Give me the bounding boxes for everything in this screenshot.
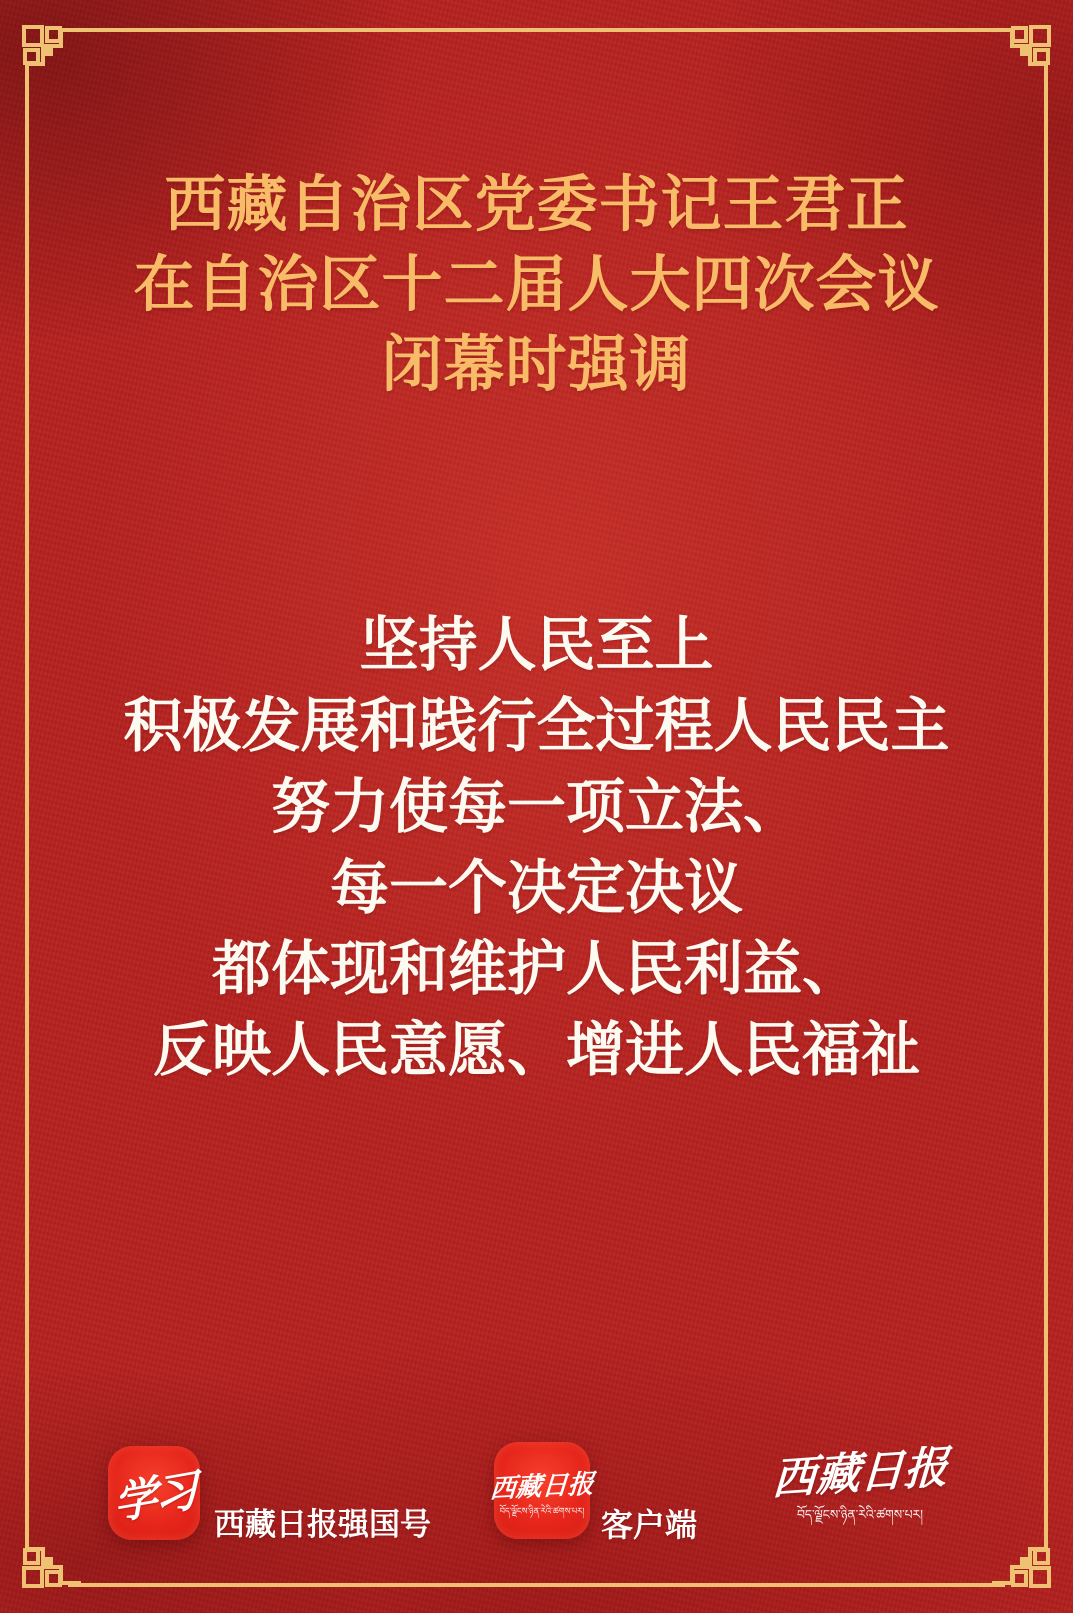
quote-line: 努力使每一项立法、 <box>270 774 802 840</box>
tibet-daily-masthead <box>760 1442 960 1523</box>
quote-line: 反映人民意愿、增进人民福祉 <box>152 1017 920 1083</box>
xuexi-icon-calligraphy: 学习 <box>112 1465 197 1530</box>
title-line: 闭幕时强调 <box>381 330 692 398</box>
corner-knot-icon <box>17 20 81 84</box>
corner-knot-icon <box>17 1529 81 1593</box>
app-icon-calligraphy: 西藏日报 <box>488 1468 595 1504</box>
title-line: 西藏自治区党委书记王君正 <box>164 170 909 238</box>
frame-line-top <box>68 28 1005 32</box>
title-line: 在自治区十二届人大四次会议 <box>133 250 940 318</box>
quote-line: 都体现和维护人民利益、 <box>211 936 861 1002</box>
frame-line-bottom <box>68 1583 1005 1587</box>
tibet-daily-app-icon <box>488 1442 595 1539</box>
quote-block <box>20 605 1053 1091</box>
client-label: 客户端 <box>601 1507 698 1543</box>
quote-line: 积极发展和践行全过程人民民主 <box>123 693 950 759</box>
poster-title <box>30 164 1043 404</box>
masthead-calligraphy: 西藏日报 <box>770 1442 950 1505</box>
corner-knot-icon <box>992 1529 1056 1593</box>
xuexi-channel-label: 西藏日报强国号 <box>214 1507 431 1542</box>
xuexi-app-icon <box>108 1446 200 1540</box>
quote-line: 每一个决定决议 <box>329 855 743 921</box>
corner-knot-icon <box>992 20 1056 84</box>
masthead-tibetan-text: བོད་ལྗོངས་ཉིན་རེའི་ཚགས་པར། <box>796 1507 924 1522</box>
app-icon-tibetan-text: བོད་ལྗོངས་ཉིན་རེའི་ཚགས་པར། <box>499 1505 585 1516</box>
quote-line: 坚持人民至上 <box>359 612 714 678</box>
